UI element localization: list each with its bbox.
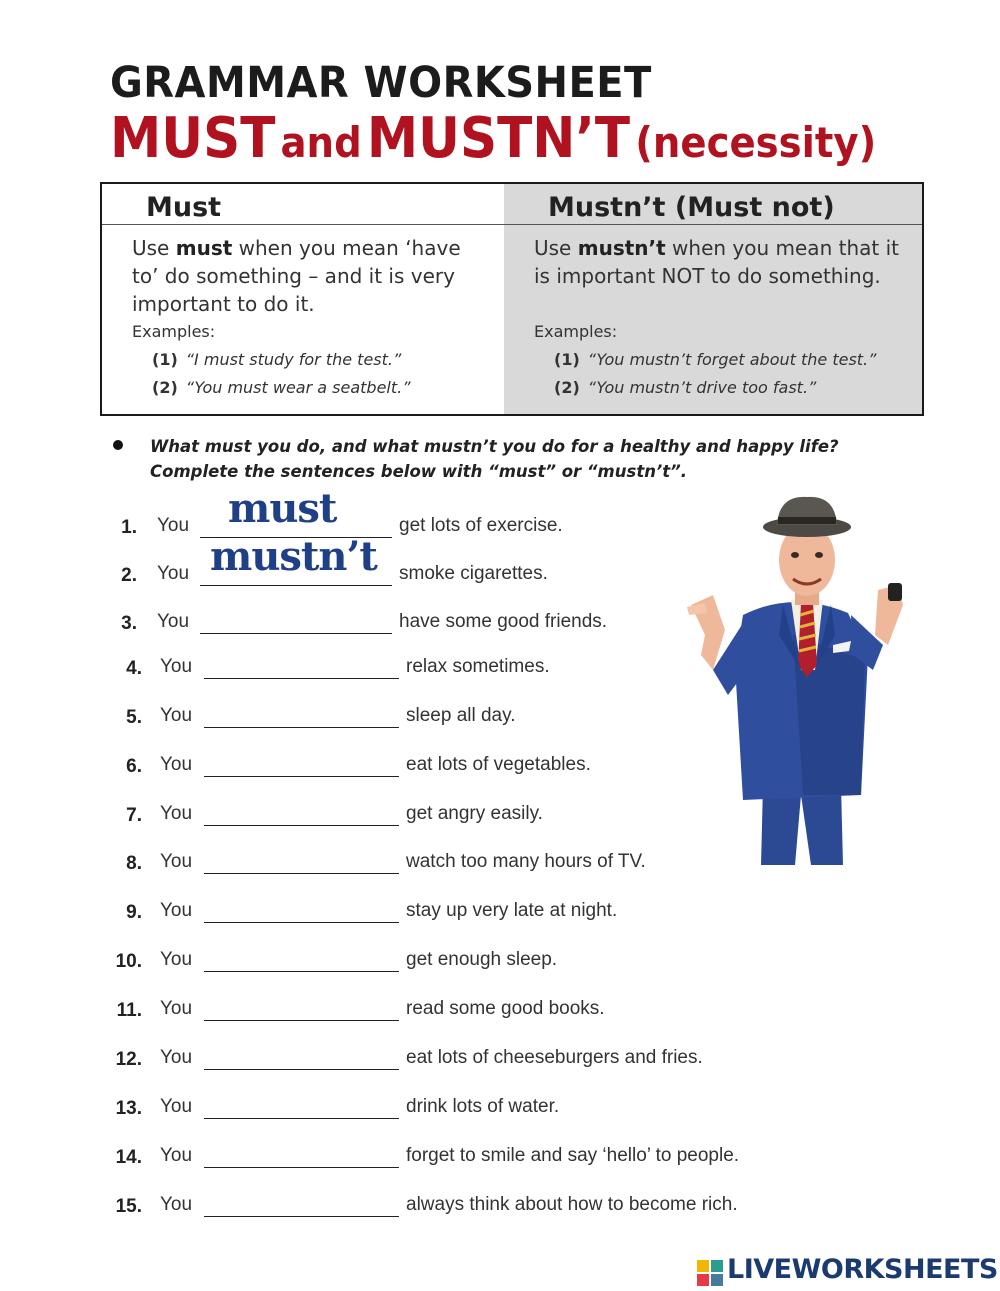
answer-blank[interactable] bbox=[204, 851, 399, 874]
item-number: 5. bbox=[126, 707, 142, 728]
item-number: 12. bbox=[115, 1049, 142, 1070]
answer-text: mustn’t bbox=[210, 533, 377, 580]
liveworksheets-logo-text: LIVEWORKSHEETS bbox=[727, 1254, 998, 1285]
liveworksheets-logo-icon bbox=[697, 1260, 723, 1286]
answer-blank[interactable] bbox=[204, 1047, 399, 1070]
item-subject: You bbox=[157, 611, 190, 632]
answer-text: must bbox=[228, 485, 337, 532]
item-number: 2. bbox=[121, 565, 137, 586]
item-number: 1. bbox=[121, 517, 137, 538]
title-necessity: (necessity) bbox=[635, 118, 877, 167]
item-sentence-end: sleep all day. bbox=[406, 705, 516, 726]
worksheet-title: GRAMMAR WORKSHEET bbox=[110, 58, 652, 108]
instruction-text: What must you do, and what mustn’t you do for a healthy and happy life? Complete the sentences below with “must” or “mustn’t”. bbox=[150, 437, 839, 481]
item-subject: You bbox=[160, 1145, 193, 1166]
item-sentence-end: watch too many hours of TV. bbox=[406, 851, 646, 872]
item-number: 4. bbox=[126, 658, 142, 679]
item-number: 3. bbox=[121, 613, 137, 634]
item-subject: You bbox=[157, 563, 190, 584]
must-examples-label: Examples: bbox=[132, 322, 216, 341]
item-sentence-end: eat lots of cheeseburgers and fries. bbox=[406, 1047, 703, 1068]
answer-blank[interactable] bbox=[204, 754, 399, 777]
item-number: 15. bbox=[115, 1196, 142, 1217]
item-number: 11. bbox=[116, 1000, 142, 1021]
item-number: 8. bbox=[126, 853, 142, 874]
mustnt-example: (1) “You mustn’t forget about the test.” bbox=[554, 350, 877, 369]
item-subject: You bbox=[160, 754, 193, 775]
item-number: 7. bbox=[126, 805, 142, 826]
item-subject: You bbox=[157, 515, 190, 536]
worksheet-subtitle bbox=[110, 106, 876, 171]
answer-blank[interactable] bbox=[204, 803, 399, 826]
item-subject: You bbox=[160, 1096, 193, 1117]
answer-blank[interactable] bbox=[204, 705, 399, 728]
item-sentence-end: read some good books. bbox=[406, 998, 605, 1019]
item-sentence-end: eat lots of vegetables. bbox=[406, 754, 591, 775]
item-sentence-end: always think about how to become rich. bbox=[406, 1194, 738, 1215]
answer-blank[interactable] bbox=[204, 1194, 399, 1217]
answer-blank[interactable] bbox=[200, 611, 392, 634]
rules-table bbox=[100, 182, 924, 416]
mustnt-heading: Mustn’t (Must not) bbox=[504, 184, 922, 225]
must-column bbox=[102, 184, 505, 414]
must-example: (2) “You must wear a seatbelt.” bbox=[152, 378, 411, 397]
must-heading: Must bbox=[102, 184, 504, 225]
bullet-icon bbox=[113, 440, 123, 450]
answer-blank[interactable] bbox=[204, 1145, 399, 1168]
item-subject: You bbox=[160, 949, 193, 970]
answer-blank[interactable] bbox=[204, 1096, 399, 1119]
mustnt-column bbox=[504, 184, 922, 414]
must-example: (1) “I must study for the test.” bbox=[152, 350, 402, 369]
item-number: 13. bbox=[115, 1098, 142, 1119]
item-subject: You bbox=[160, 900, 193, 921]
title-must: MUST bbox=[110, 106, 276, 171]
item-subject: You bbox=[160, 803, 193, 824]
mustnt-examples-label: Examples: bbox=[534, 322, 618, 341]
item-subject: You bbox=[160, 851, 193, 872]
mustnt-example: (2) “You mustn’t drive too fast.” bbox=[554, 378, 817, 397]
item-sentence-end: get lots of exercise. bbox=[399, 515, 563, 536]
title-mustnt: MUSTN’T bbox=[366, 106, 631, 171]
man-in-suit-illustration bbox=[683, 495, 908, 867]
item-number: 6. bbox=[126, 756, 142, 777]
answer-blank[interactable] bbox=[204, 998, 399, 1021]
title-and: and bbox=[280, 118, 362, 167]
item-sentence-end: drink lots of water. bbox=[406, 1096, 560, 1117]
item-subject: You bbox=[160, 705, 193, 726]
item-sentence-end: have some good friends. bbox=[399, 611, 608, 632]
mustnt-description: Use mustn’t when you mean that it is important NOT to do something. bbox=[534, 236, 899, 288]
answer-blank[interactable] bbox=[204, 656, 399, 679]
answer-blank[interactable] bbox=[204, 949, 399, 972]
item-number: 14. bbox=[115, 1147, 142, 1168]
item-sentence-end: stay up very late at night. bbox=[406, 900, 618, 921]
item-subject: You bbox=[160, 1194, 193, 1215]
item-sentence-end: get enough sleep. bbox=[406, 949, 558, 970]
item-sentence-end: get angry easily. bbox=[406, 803, 543, 824]
item-number: 10. bbox=[115, 951, 142, 972]
item-sentence-end: smoke cigarettes. bbox=[399, 563, 548, 584]
item-subject: You bbox=[160, 1047, 193, 1068]
item-subject: You bbox=[160, 656, 193, 677]
item-subject: You bbox=[160, 998, 193, 1019]
item-sentence-end: relax sometimes. bbox=[406, 656, 550, 677]
item-number: 9. bbox=[126, 902, 142, 923]
must-description: Use must when you mean ‘have to’ do something – and it is very important to do it. bbox=[132, 236, 461, 316]
item-sentence-end: forget to smile and say ‘hello’ to people. bbox=[406, 1145, 740, 1166]
answer-blank[interactable] bbox=[204, 900, 399, 923]
